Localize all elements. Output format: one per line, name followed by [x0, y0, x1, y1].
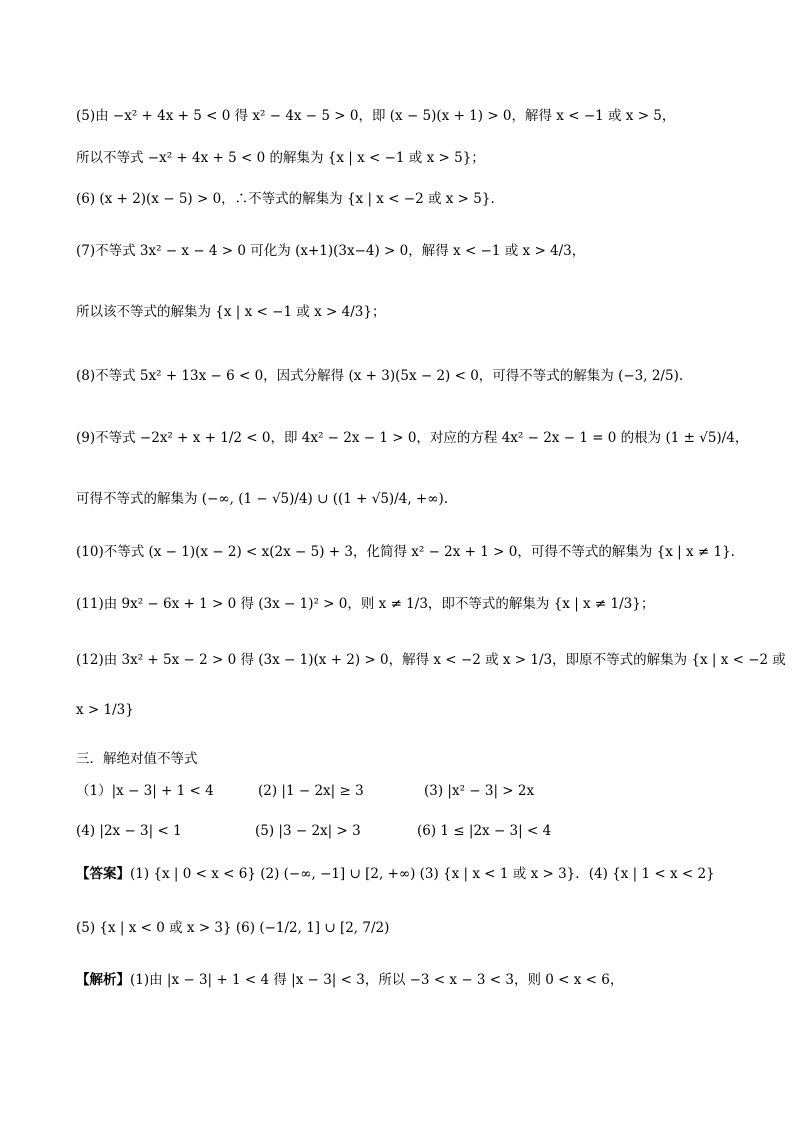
solution-line-5b: 所以不等式 −x² + 4x + 5 < 0 的解集为 {x | x < −1 或 x > 5}； [76, 150, 485, 166]
problem-6: (6) 1 ≤ |2x − 3| < 4 [417, 823, 552, 839]
solution-line-10: (10)不等式 (x − 1)(x − 2) < x(2x − 5) + 3，化简得 x² − 2x + 1 > 0，可得不等式的解集为 {x | x ≠ 1}. [76, 544, 735, 560]
problem-2: (2) |1 − 2x| ≥ 3 [258, 783, 364, 799]
problem-3: (3) |x² − 3| > 2x [424, 783, 535, 799]
answer-line-2: (5) {x | x < 0 或 x > 3} (6) (−1/2, 1] ∪ [2, 7/2) [76, 920, 390, 936]
solution-line-9b: 可得不等式的解集为 (−∞, (1 − √5)/4) ∪ ((1 + √5)/4, +∞). [76, 491, 449, 507]
solution-line-11: (11)由 9x² − 6x + 1 > 0 得 (3x − 1)² > 0，则 x ≠ 1/3，即不等式的解集为 {x | x ≠ 1/3}； [76, 596, 655, 612]
solution-line-6: (6) (x + 2)(x − 5) > 0，∴不等式的解集为 {x | x < −2 或 x > 5}. [76, 191, 495, 207]
solution-line-7a: (7)不等式 3x² − x − 4 > 0 可化为 (x+1)(3x−4) > 0，解得 x < −1 或 x > 4/3， [76, 243, 586, 259]
answer-label: 【答案】 [76, 866, 130, 882]
solution-line-9a: (9)不等式 −2x² + x + 1/2 < 0，即 4x² − 2x − 1 > 0，对应的方程 4x² − 2x − 1 = 0 的根为 (1 ± √5)/4， [76, 430, 749, 446]
solution-line-12a: (12)由 3x² + 5x − 2 > 0 得 (3x − 1)(x + 2) > 0，解得 x < −2 或 x > 1/3，即原不等式的解集为 {x | x < −2 或 [76, 652, 786, 668]
problem-5: (5) |3 − 2x| > 3 [255, 823, 361, 839]
analysis-line [76, 970, 623, 990]
answer-text-1: (1) {x | 0 < x < 6} (2) (−∞, −1] ∪ [2, +∞) (3) {x | x < 1 或 x > 3}．(4) {x | 1 < x < 2} [130, 866, 715, 882]
solution-line-8: (8)不等式 5x² + 13x − 6 < 0，因式分解得 (x + 3)(5x − 2) < 0，可得不等式的解集为 (−3, 2/5). [76, 368, 684, 384]
answer-line-1 [76, 864, 715, 884]
solution-line-5a: (5)由 −x² + 4x + 5 < 0 得 x² − 4x − 5 > 0，即 (x − 5)(x + 1) > 0，解得 x < −1 或 x > 5， [76, 108, 676, 124]
section-title: 三．解绝对值不等式 [76, 751, 198, 767]
solution-line-12b: x > 1/3} [76, 702, 134, 718]
analysis-text: (1)由 |x − 3| + 1 < 4 得 |x − 3| < 3，所以 −3 < x − 3 < 3，则 0 < x < 6， [130, 972, 624, 988]
problem-1: （1）|x − 3| + 1 < 4 [76, 783, 214, 799]
solution-line-7b: 所以该不等式的解集为 {x | x < −1 或 x > 4/3}； [76, 304, 386, 320]
problem-4: (4) |2x − 3| < 1 [76, 823, 182, 839]
analysis-label: 【解析】 [76, 972, 130, 988]
